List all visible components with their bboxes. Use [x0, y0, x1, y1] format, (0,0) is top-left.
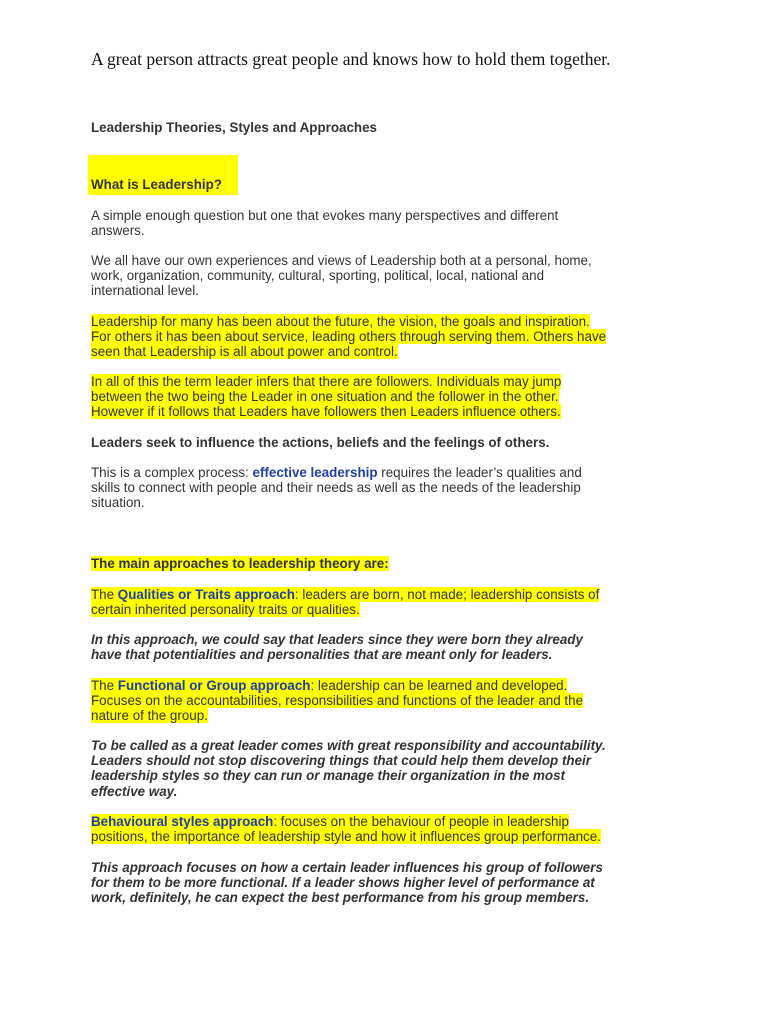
future-line: For others it has been about service, leading others through serving them. Others have [91, 329, 607, 345]
qualities-note-line: In this approach, we could say that leaders since they were born they already [91, 632, 583, 647]
functional-note-line: effective way. [91, 783, 178, 799]
functional-approach-name: Functional or Group approach [117, 678, 311, 693]
behavioural-note-line: for them to be more functional. If a leader shows higher level of performance at [91, 875, 595, 891]
functional-line: nature of the group. [91, 708, 208, 724]
followers-paragraph [91, 374, 681, 420]
functional-note-line: To be called as a great leader comes with great responsibility and accountability. [91, 738, 606, 753]
question-heading: What is Leadership? [91, 177, 222, 192]
functional-note-line: Leaders should not stop discovering things that could help them develop their [91, 753, 591, 769]
behavioural-approach-name: Behavioural styles approach [91, 814, 274, 829]
intro-line: answers. [91, 223, 145, 239]
future-line: Leadership for many has been about the future, the vision, the goals and inspiration. [91, 314, 590, 329]
views-paragraph [91, 253, 681, 299]
section-subtitle: Leadership Theories, Styles and Approaches [91, 120, 378, 135]
views-line: We all have our own experiences and views of Leadership both at a personal, home, [91, 253, 592, 268]
intro-line: A simple enough question but one that evokes many perspectives and different [91, 208, 559, 223]
intro-paragraph [91, 208, 681, 238]
functional-paragraph [91, 678, 681, 724]
document-title: A great person attracts great people and knows how to hold them together. [91, 49, 611, 69]
qualities-prefix: The [91, 587, 118, 602]
followers-line: However if it follows that Leaders have followers then Leaders influence others. [91, 404, 561, 420]
future-line: seen that Leadership is all about power and control. [91, 344, 398, 360]
qualities-note-line: have that potentialities and personalities that are meant only for leaders. [91, 647, 553, 663]
approaches-heading: The main approaches to leadership theory are: [91, 556, 389, 571]
behavioural-suffix: : focuses on the behaviour of people in leadership [273, 814, 569, 829]
complex-line: situation. [91, 495, 145, 511]
functional-line: Focuses on the accountabilities, responsibilities and functions of the leader and the [91, 693, 584, 709]
qualities-line: certain inherited personality traits or qualities. [91, 602, 360, 618]
complex-line: skills to connect with people and their needs as well as the needs of the leadership [91, 480, 581, 496]
functional-prefix: The [91, 678, 118, 693]
functional-note-line: leadership styles so they can run or manage their organization in the most [91, 768, 565, 784]
qualities-note [91, 632, 681, 662]
future-paragraph [91, 314, 681, 360]
approaches-heading-wrap [91, 556, 681, 571]
seek-statement: Leaders seek to influence the actions, beliefs and the feelings of others. [91, 435, 550, 450]
behavioural-paragraph [91, 814, 681, 844]
functional-note [91, 738, 681, 799]
behavioural-note [91, 860, 681, 906]
followers-line: In all of this the term leader infers that there are followers. Individuals may jump [91, 374, 562, 389]
views-line: international level. [91, 283, 199, 299]
behavioural-note-line: work, definitely, he can expect the best performance from his group members. [91, 890, 590, 906]
complex-paragraph [91, 465, 681, 511]
effective-leadership-link[interactable]: effective leadership [252, 465, 378, 480]
behavioural-line: positions, the importance of leadership style and how it influences group performance. [91, 829, 601, 845]
qualities-approach-name: Qualities or Traits approach [117, 587, 295, 602]
behavioural-note-line: This approach focuses on how a certain leader influences his group of followers [91, 860, 603, 875]
followers-line: between the two being the Leader in one situation and the follower in the other. [91, 389, 559, 405]
functional-suffix: : leadership can be learned and developed. [310, 678, 568, 693]
views-line: work, organization, community, cultural, sporting, political, local, national and [91, 268, 545, 284]
complex-suffix: requires the leader’s qualities and [377, 465, 582, 480]
qualities-paragraph [91, 587, 681, 617]
complex-prefix: This is a complex process: [91, 465, 253, 480]
qualities-suffix: : leaders are born, not made; leadership consists of [294, 587, 600, 602]
